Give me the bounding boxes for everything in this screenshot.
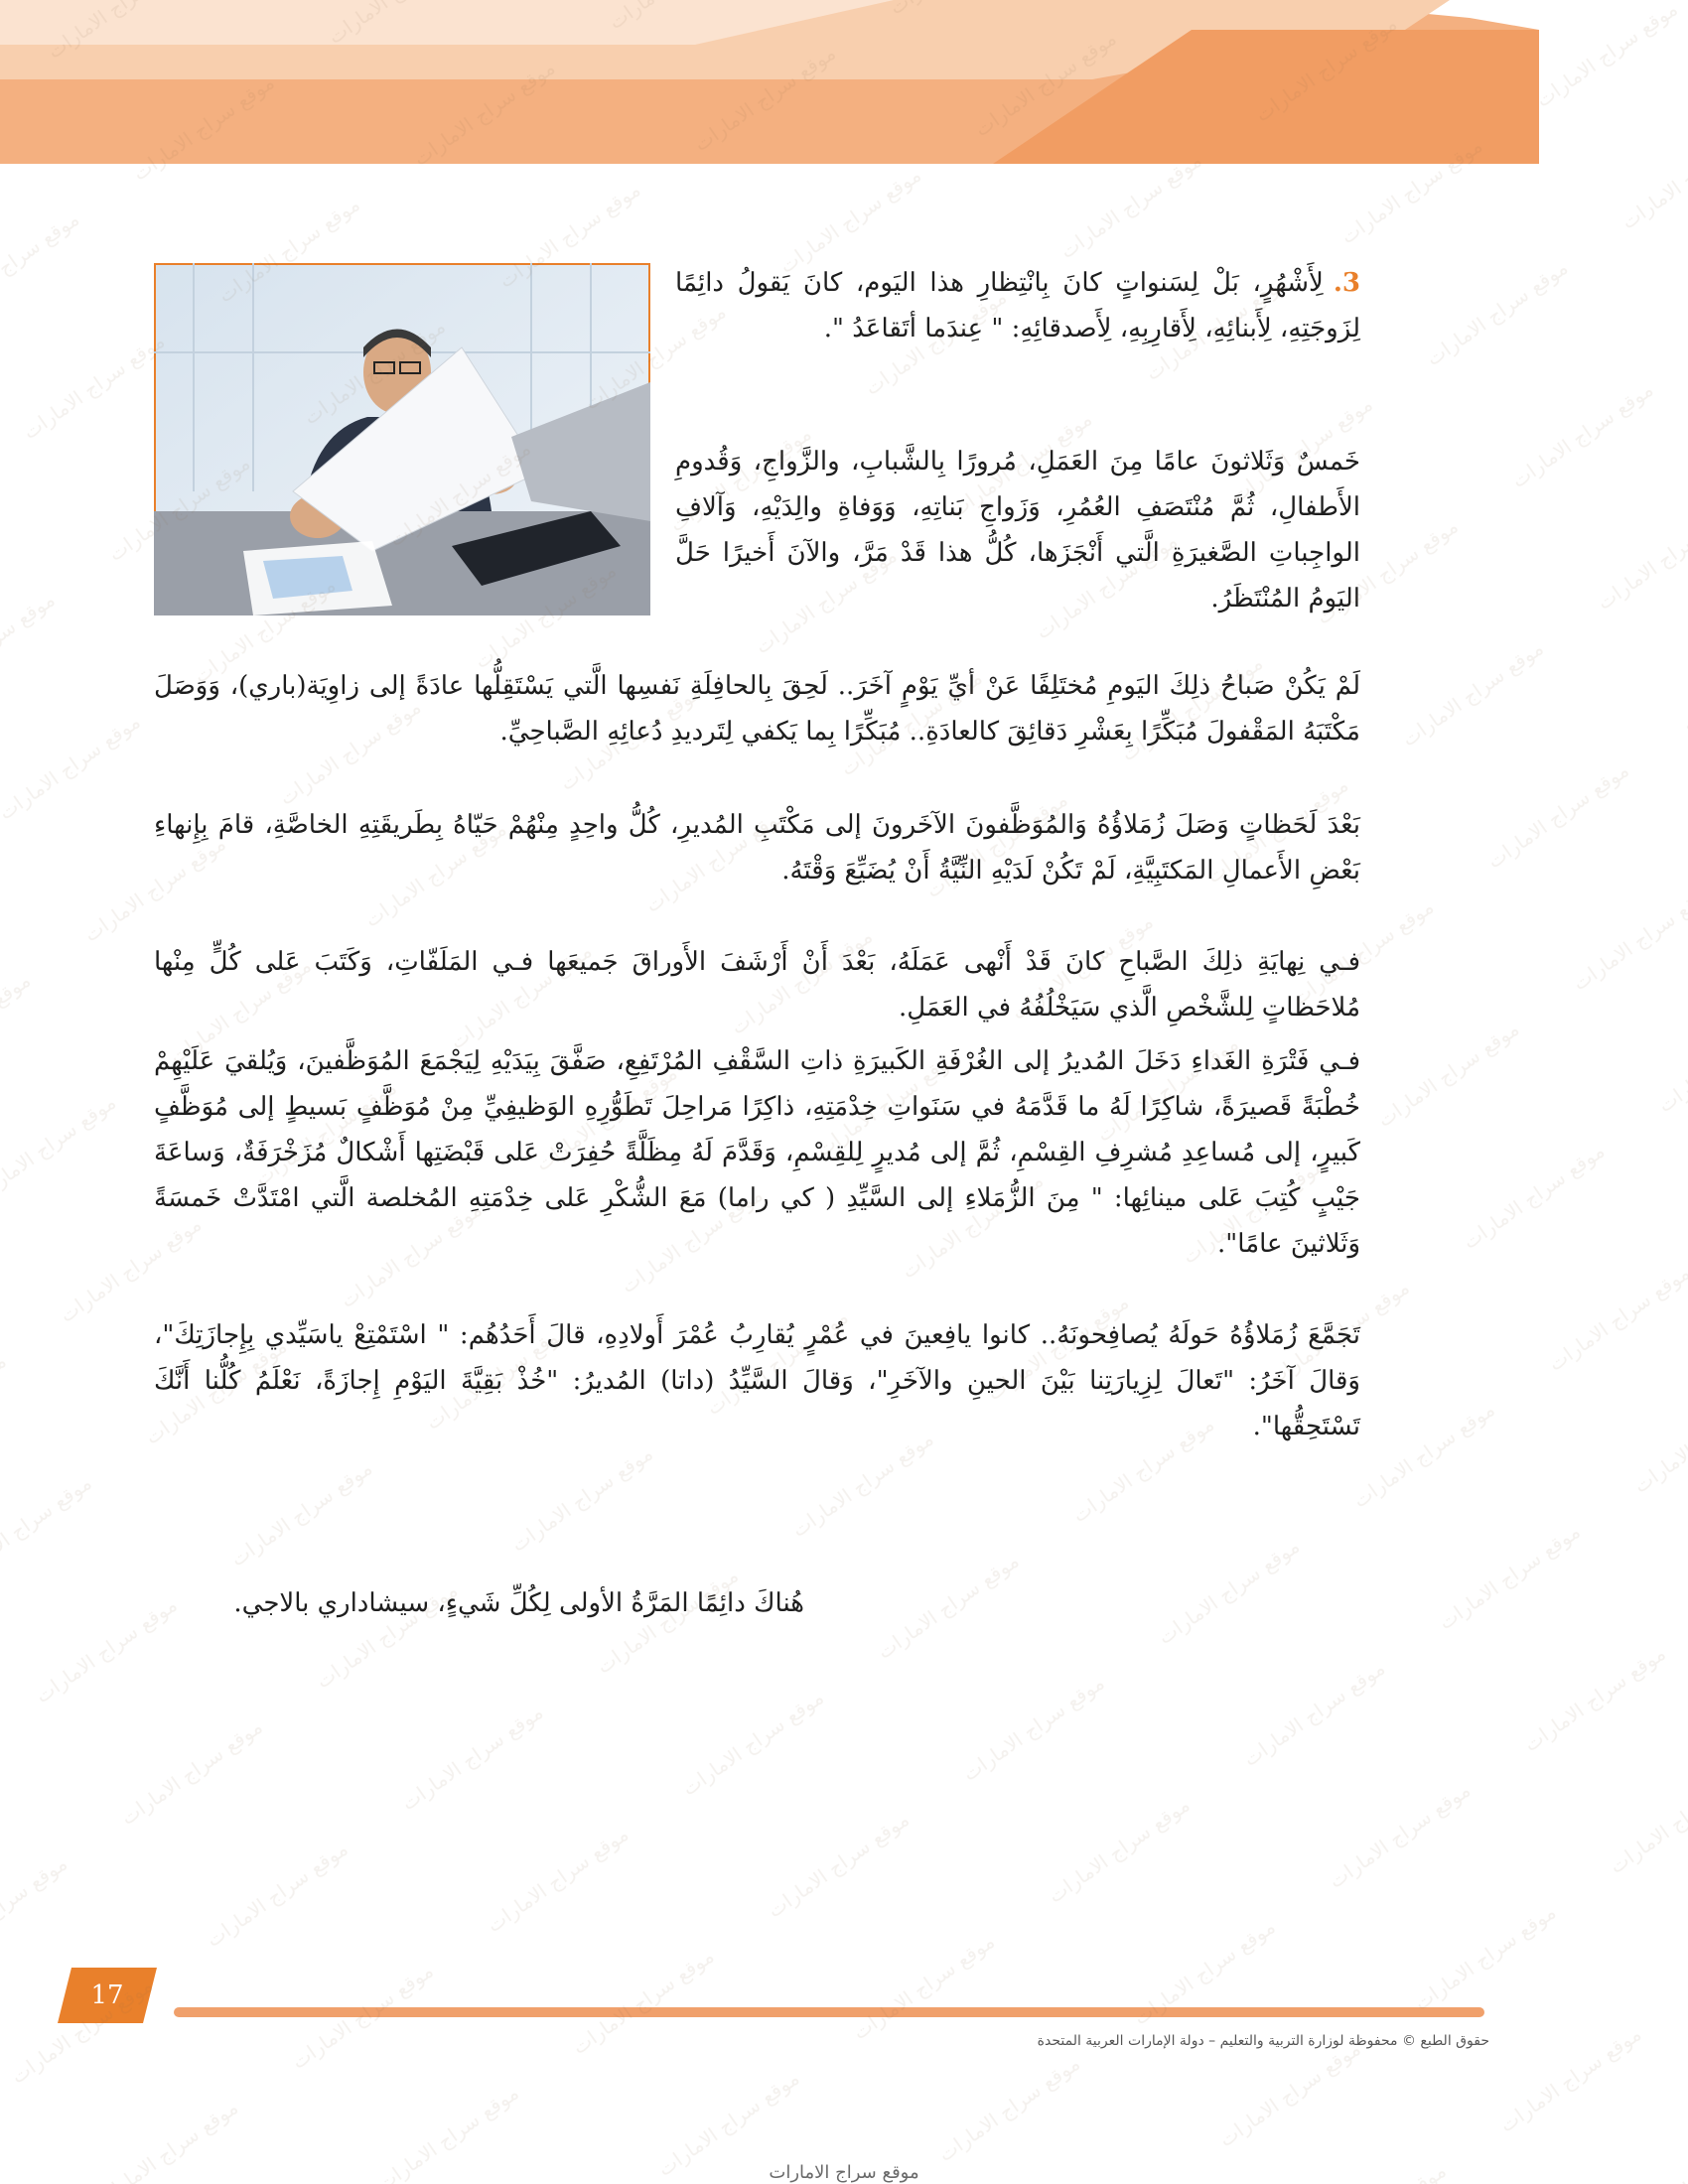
page-number: 17 [90,1980,124,2010]
paragraph-3: لَمْ يَكُنْ صَباحُ ذلِكَ اليَومِ مُختَلِفًا عَنْ أيِّ يَوْمٍ آخَرَ.. لَحِقَ بِالحافِلَةِ نَفسِها الَّتي يَسْتَقِلُّها عادَةً إلى زاوِيَة(باري)، وَوَصَلَ مَكْتَبَهُ المَقْفولَ مُبَكِّرًا بِعَشْرِ دَقائِقَ كالعادَةِ.. مُبَكِّرًا بِما يَكفي لِتَرديدِ دُعائِهِ الصَّباحِيِّ. [154,671,1360,747]
paragraph-number: 3. [1333,268,1360,298]
header-banner [0,0,1688,169]
copyright-notice: حقوق الطبع © محفوظة لوزارة التربية والتعليم – دولة الإمارات العربية المتحدة [1037,2033,1489,2049]
page-number-badge [58,1968,157,2023]
footer-divider [174,2007,1484,2017]
story-attribution: هُناكَ دائِمًا المَرَّةُ الأولى لِكُلِّ شَيءٍ، سيشاداري بالاجي. [233,1588,804,1618]
paragraph-5: فـي نِهايَةِ ذلِكَ الصَّباحِ كانَ قَدْ أَنْهى عَمَلَهُ، بَعْدَ أَنْ أَرْشَفَ الأَوراقَ جَميعَها فـي المَلَفّاتِ، وَكَتَبَ عَلى كُلٍّ مِنْها مُلاحَظاتٍ لِلشَّخْصِ الَّذي سَيَخْلُفُهُ في العَمَلِ. [154,947,1360,1023]
site-caption: موقع سراج الامارات [769,2162,919,2183]
header-banner-shape [0,0,1688,169]
paragraph-7: تَجَمَّعَ زُمَلاؤُهُ حَولَهُ يُصافِحونَهُ.. كانوا يافِعينَ في عُمْرٍ يُقارِبُ عُمْرَ أَولادِهِ، قالَ أَحَدُهُم: " اسْتَمْتِعْ ياسَيِّدي بِإِجازَتِكَ"، وَقالَ آخَرُ: "تَعالَ لِزِيارَتِنا بَيْنَ الحينِ والآخَرِ"، وَقالَ السَّيِّدُ (داتا) المُديرُ: "خُذْ بَقِيَّةَ اليَوْمِ إِجازَةً، نَعْلَمُ كُلُّنا أَنَّكَ تَسْتَحِقُّها". [154,1320,1360,1441]
paragraph-6: فـي فَتْرَةِ الغَداءِ دَخَلَ المُديرُ إلى الغُرْفَةِ الكَبيرَةِ ذاتِ السَّقْفِ المُرْتَفِعِ، صَفَّقَ بِيَدَيْهِ لِيَجْمَعَ المُوَظَّفينَ، وَيُلقيَ عَلَيْهِمْ خُطْبَةً قَصيرَةً، شاكِرًا لَهُ ما قَدَّمَهُ في سَنَواتِ خِدْمَتِهِ، ذاكِرًا مَراحِلَ تَطَوُّرِهِ الوَظيفِيِّ مِنْ مُوَظَّفٍ بَسيطٍ إلى مُوَظَّفٍ كَبيرٍ، إلى مُساعِدِ مُشرِفِ القِسْمِ، ثُمَّ إلى مُديرٍ لِلقِسْمِ، وَقَدَّمَ لَهُ مِظَلَّةً حُفِرَتْ عَلى قَبْضَتِها أَشْكالٌ مُزَخْرَفَةٌ، وَساعَةَ جَيْبٍ كُتِبَ عَلى مينائِها: " مِنَ الزُّمَلاءِ إلى السَّيِّدِ ( كي راما) مَعَ الشُّكْرِ عَلى خِدْمَتِهِ المُخلصة الَّتي امْتَدَّتْ خَمسَةً وَثَلاثينَ عامًا". [154,1046,1360,1259]
office-illustration [154,263,650,615]
paragraph-1 [675,260,1360,351]
paragraph-2: خَمسٌ وَثَلاثونَ عامًا مِنَ العَمَلِ، مُرورًا بِالشَّبابِ، والزَّواجِ، وَقُدومِ الأَطفالِ، ثُمَّ مُنْتَصَفِ العُمُرِ، وَزَواجِ بَناتِهِ، وَوَفاةِ والِدَيْهِ، وَآلافِ الواجِباتِ الصَّغيرَةِ الَّتي أَنْجَزَها، كُلُّ هذا قَدْ مَرَّ، والآنَ أَخيرًا حَلَّ اليَومُ المُنْتَظَرُ. [675,447,1360,614]
paragraph-1-text: لِأَشْهُرٍ، بَلْ لِسَنواتٍ كانَ بِانْتِظارِ هذا اليَوم، كانَ يَقولُ دائِمًا لِزَوجَتِهِ، لِأَبنائِهِ، لِأَقارِبِهِ، لِأَصدقائِهِ: " عِندَما أتَقاعَدُ ". [675,268,1360,343]
retirement-photo [154,263,650,615]
paragraph-4: بَعْدَ لَحَظاتٍ وَصَلَ زُمَلاؤُهُ وَالمُوَظَّفونَ الآخَرونَ إلى مَكْتَبِ المُديرِ، كُلُّ واحِدٍ مِنْهُمْ حَيّاهُ بِطَريقَتِهِ الخاصَّةِ، قامَ بِإِنهاءِ بَعْضِ الأَعمالِ المَكتَبِيَّةِ، لَمْ تَكُنْ لَدَيْهِ النِّيَّةُ أَنْ يُضَيِّعَ وَقْتَهُ. [154,810,1360,886]
